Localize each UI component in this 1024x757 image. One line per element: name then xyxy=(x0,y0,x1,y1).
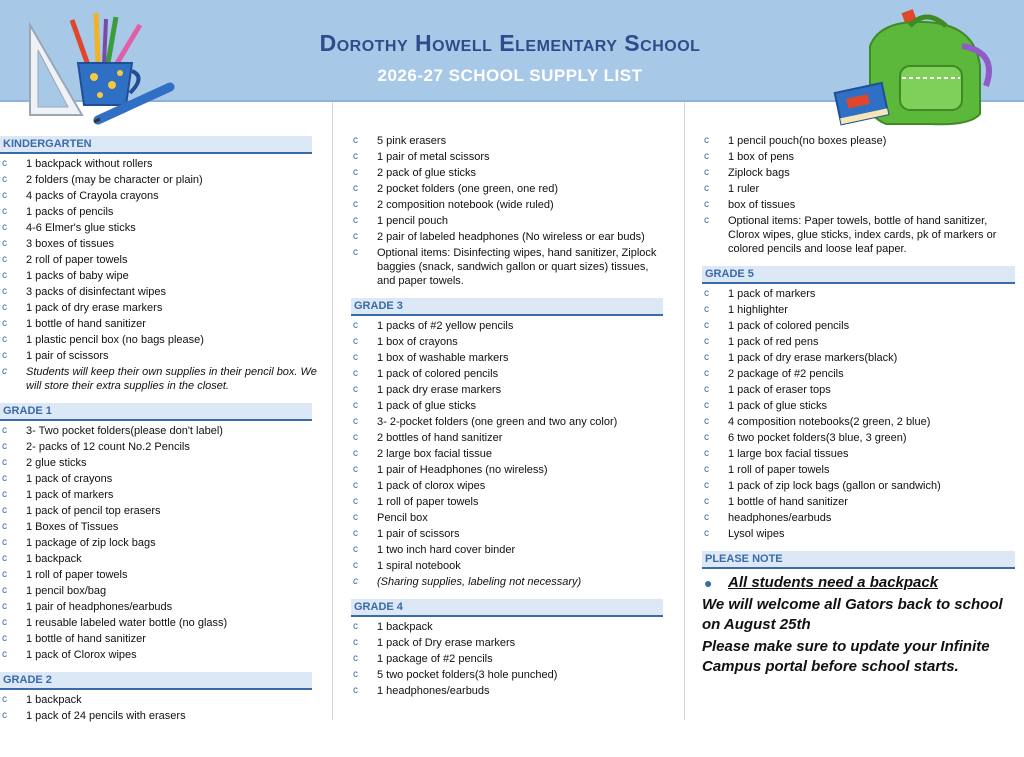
bullet-dot-icon: ● xyxy=(704,575,713,591)
list-item-text: 1 pencil pouch xyxy=(377,215,448,227)
list-item-text: 1 reusable labeled water bottle (no glass) xyxy=(26,617,228,629)
list-item xyxy=(702,495,1020,509)
list-item-text: 1 two inch hard cover binder xyxy=(377,544,516,556)
list-item xyxy=(702,479,1020,493)
column-2 xyxy=(351,132,663,700)
list-item xyxy=(0,472,322,486)
list-item xyxy=(702,511,1020,525)
list-item-text: 1 pencil pouch(no boxes please) xyxy=(728,135,887,147)
list-item xyxy=(351,543,663,557)
list-item-text: 1 pack of Clorox wipes xyxy=(26,649,137,661)
list-item xyxy=(351,367,663,381)
list-item xyxy=(0,189,322,203)
list-item-text: Ziplock bags xyxy=(728,167,790,179)
bullet-icon: c xyxy=(353,480,358,491)
bullet-icon: c xyxy=(353,352,358,363)
bullet-icon: c xyxy=(2,158,7,169)
backpack-reminder xyxy=(702,573,1020,593)
list-item xyxy=(0,237,322,251)
list-item-text: 3- 2-pocket folders (one green and two any color) xyxy=(377,416,618,428)
backpack-icon xyxy=(830,6,1000,131)
list-item-text: 2 glue sticks xyxy=(26,457,87,469)
list-item-text: 1 backpack xyxy=(377,621,433,633)
list-item-text: 1 Boxes of Tissues xyxy=(26,521,119,533)
bullet-icon: c xyxy=(704,320,709,331)
list-item xyxy=(0,301,322,315)
bullet-icon: c xyxy=(2,238,7,249)
list-item-text: 1 bottle of hand sanitizer xyxy=(26,633,146,645)
section-grade-2-continued xyxy=(351,134,663,288)
bullet-icon: c xyxy=(2,505,7,516)
section-grade-3 xyxy=(351,298,663,589)
bullet-icon: c xyxy=(353,167,358,178)
bullet-icon: c xyxy=(704,135,709,146)
list-item-text: 1 pack of glue sticks xyxy=(377,400,477,412)
list-item xyxy=(351,150,663,164)
bullet-icon: c xyxy=(353,135,358,146)
supply-list xyxy=(702,134,1020,256)
list-item xyxy=(0,269,322,283)
list-item-text: 1 pack of red pens xyxy=(728,336,819,348)
bullet-icon: c xyxy=(2,270,7,281)
list-item xyxy=(702,335,1020,349)
bullet-icon: c xyxy=(704,512,709,523)
supply-list xyxy=(702,287,1020,541)
list-item xyxy=(351,479,663,493)
list-item-text: 1 pack dry erase markers xyxy=(377,384,502,396)
list-item xyxy=(0,365,322,393)
list-item-text: 1 pack of glue sticks xyxy=(728,400,828,412)
list-item xyxy=(0,600,322,614)
list-item-text: 1 box of washable markers xyxy=(377,352,509,364)
list-item xyxy=(702,166,1020,180)
column-divider xyxy=(332,102,333,720)
list-item xyxy=(0,456,322,470)
list-item xyxy=(351,415,663,429)
bullet-icon: c xyxy=(353,653,358,664)
list-item xyxy=(0,253,322,267)
list-item-text: 1 box of crayons xyxy=(377,336,458,348)
list-item xyxy=(0,584,322,598)
list-item xyxy=(351,668,663,682)
bullet-icon: c xyxy=(353,432,358,443)
list-item xyxy=(0,552,322,566)
list-item-text: Pencil box xyxy=(377,512,428,524)
list-item-text: 1 backpack without rollers xyxy=(26,158,153,170)
list-item-text: Students will keep their own supplies in their pencil box. We will store their extra supplies in the closet. xyxy=(26,366,317,392)
list-item-text: 1 pencil box/bag xyxy=(26,585,107,597)
section-heading: GRADE 4 xyxy=(351,599,663,617)
bullet-icon: c xyxy=(353,336,358,347)
list-item xyxy=(0,488,322,502)
list-item xyxy=(351,198,663,212)
list-item xyxy=(351,495,663,509)
bullet-icon: c xyxy=(353,496,358,507)
list-item xyxy=(702,134,1020,148)
list-item-text: 6 two pocket folders(3 blue, 3 green) xyxy=(728,432,907,444)
section-grade-4 xyxy=(351,599,663,698)
bullet-icon: c xyxy=(353,685,358,696)
list-item xyxy=(351,335,663,349)
infinite-campus-note: Please make sure to update your Infinite Campus portal before school starts. xyxy=(702,638,990,675)
list-item xyxy=(0,616,322,630)
list-item xyxy=(351,652,663,666)
list-item xyxy=(0,157,322,171)
supply-list-subtitle: 2026-27 SCHOOL SUPPLY LIST xyxy=(377,66,643,85)
bullet-icon: c xyxy=(353,183,358,194)
list-item xyxy=(351,447,663,461)
bullet-icon: c xyxy=(704,464,709,475)
section-heading: GRADE 2 xyxy=(0,672,312,690)
bullet-icon: c xyxy=(704,352,709,363)
bullet-icon: c xyxy=(2,334,7,345)
bullet-icon: c xyxy=(704,215,709,226)
bullet-icon: c xyxy=(704,400,709,411)
list-item-text: 1 pack of dry erase markers(black) xyxy=(728,352,898,364)
bullet-icon: c xyxy=(704,304,709,315)
list-item-text: 1 pack of clorox wipes xyxy=(377,480,486,492)
section-heading: KINDERGARTEN xyxy=(0,136,312,154)
list-item xyxy=(702,415,1020,429)
list-item xyxy=(351,134,663,148)
list-item xyxy=(351,684,663,698)
section-please-note xyxy=(702,551,1020,677)
list-item xyxy=(351,230,663,244)
bullet-icon: c xyxy=(2,585,7,596)
list-item-text: Optional items: Disinfecting wipes, hand sanitizer, Ziplock baggies (snack, sandwich gallon or quart sizes) tissues, and paper towels. xyxy=(377,247,657,287)
section-heading: PLEASE NOTE xyxy=(702,551,1015,569)
section-grade-4-continued xyxy=(702,134,1020,256)
list-item xyxy=(351,527,663,541)
bullet-icon: c xyxy=(353,448,358,459)
list-item-text: 3 packs of disinfectant wipes xyxy=(26,286,167,298)
list-item xyxy=(351,246,663,288)
list-item-text: 2 folders (may be character or plain) xyxy=(26,174,203,186)
list-item-text: (Sharing supplies, labeling not necessary) xyxy=(377,576,582,588)
bullet-icon: c xyxy=(2,617,7,628)
bullet-icon: c xyxy=(704,199,709,210)
supply-list xyxy=(0,424,322,662)
list-item xyxy=(702,198,1020,212)
list-item-text: 4-6 Elmer's glue sticks xyxy=(26,222,136,234)
list-item xyxy=(351,166,663,180)
list-item-text: 1 pack of markers xyxy=(26,489,114,501)
bullet-icon: c xyxy=(704,480,709,491)
list-item xyxy=(351,383,663,397)
list-item-text: 1 pack of dry erase markers xyxy=(26,302,163,314)
column-1 xyxy=(0,132,322,725)
list-item-text: 5 two pocket folders(3 hole punched) xyxy=(377,669,558,681)
bullet-icon: c xyxy=(704,288,709,299)
bullet-icon: c xyxy=(2,601,7,612)
list-item xyxy=(351,319,663,333)
list-item xyxy=(0,709,322,723)
bullet-icon: c xyxy=(353,384,358,395)
list-item-text: 1 pack of crayons xyxy=(26,473,113,485)
bullet-icon: c xyxy=(2,286,7,297)
list-item xyxy=(0,205,322,219)
bullet-icon: c xyxy=(353,320,358,331)
list-item xyxy=(702,182,1020,196)
bullet-icon: c xyxy=(2,350,7,361)
bullet-icon: c xyxy=(704,336,709,347)
bullet-icon: c xyxy=(353,544,358,555)
list-item xyxy=(0,440,322,454)
section-heading: GRADE 5 xyxy=(702,266,1015,284)
list-item xyxy=(0,317,322,331)
list-item-text: 1 packs of baby wipe xyxy=(26,270,129,282)
bullet-icon: c xyxy=(353,560,358,571)
list-item-text: 1 packs of pencils xyxy=(26,206,114,218)
list-item xyxy=(351,620,663,634)
bullet-icon: c xyxy=(2,441,7,452)
list-item xyxy=(702,399,1020,413)
list-item xyxy=(351,463,663,477)
supply-list xyxy=(0,693,322,723)
section-heading: GRADE 3 xyxy=(351,298,663,316)
supply-list xyxy=(351,134,663,288)
list-item xyxy=(0,504,322,518)
bullet-icon: c xyxy=(2,537,7,548)
bullet-icon: c xyxy=(2,521,7,532)
bullet-icon: c xyxy=(2,254,7,265)
list-item-text: 1 ruler xyxy=(728,183,760,195)
list-item-text: 3- Two pocket folders(please don't label) xyxy=(26,425,223,437)
list-item-text: 1 box of pens xyxy=(728,151,795,163)
list-item xyxy=(702,383,1020,397)
list-item-text: 1 pack of markers xyxy=(728,288,816,300)
bullet-icon: c xyxy=(353,416,358,427)
list-item-text: 1 roll of paper towels xyxy=(26,569,128,581)
list-item xyxy=(702,447,1020,461)
welcome-note: We will welcome all Gators back to school on August 25th xyxy=(702,596,1003,633)
bullet-icon: c xyxy=(704,183,709,194)
list-item xyxy=(0,285,322,299)
list-item xyxy=(702,527,1020,541)
bullet-icon: c xyxy=(2,710,7,721)
list-item-text: 1 pack of zip lock bags (gallon or sandwich) xyxy=(728,480,941,492)
section-heading: GRADE 1 xyxy=(0,403,312,421)
list-item xyxy=(0,221,322,235)
bullet-icon: c xyxy=(2,649,7,660)
bullet-icon: c xyxy=(353,669,358,680)
section-grade-5 xyxy=(702,266,1020,541)
list-item-text: 2 composition notebook (wide ruled) xyxy=(377,199,554,211)
list-item-text: 1 large box facial tissues xyxy=(728,448,849,460)
list-item-text: 1 bottle of hand sanitizer xyxy=(728,496,848,508)
bullet-icon: c xyxy=(2,553,7,564)
list-item-text: 1 backpack xyxy=(26,694,82,706)
list-item xyxy=(702,431,1020,445)
bullet-icon: c xyxy=(704,496,709,507)
list-item xyxy=(351,214,663,228)
bullet-icon: c xyxy=(2,222,7,233)
list-item xyxy=(702,303,1020,317)
column-divider xyxy=(684,102,685,720)
list-item-text: 1 highlighter xyxy=(728,304,788,316)
list-item-text: 2 bottles of hand sanitizer xyxy=(377,432,503,444)
list-item-text: Lysol wipes xyxy=(728,528,785,540)
bullet-icon: c xyxy=(353,576,358,587)
list-item-text: 1 pair of scissors xyxy=(377,528,460,540)
column-3 xyxy=(702,132,1020,677)
list-item xyxy=(702,463,1020,477)
list-item-text: 4 composition notebooks(2 green, 2 blue) xyxy=(728,416,931,428)
list-item-text: 1 package of #2 pencils xyxy=(377,653,493,665)
list-item-text: 1 package of zip lock bags xyxy=(26,537,156,549)
list-item-text: 1 pair of metal scissors xyxy=(377,151,490,163)
list-item xyxy=(351,511,663,525)
bullet-icon: c xyxy=(353,621,358,632)
bullet-icon: c xyxy=(353,368,358,379)
bullet-icon: c xyxy=(704,167,709,178)
list-item-text: 2 large box facial tissue xyxy=(377,448,492,460)
bullet-icon: c xyxy=(353,151,358,162)
bullet-icon: c xyxy=(2,302,7,313)
list-item-text: 2 package of #2 pencils xyxy=(728,368,844,380)
backpack-reminder-text: All students need a backpack xyxy=(728,574,939,591)
list-item-text: 1 headphones/earbuds xyxy=(377,685,490,697)
list-item xyxy=(351,575,663,589)
list-item xyxy=(702,150,1020,164)
bullet-icon: c xyxy=(704,448,709,459)
list-item-text: 1 plastic pencil box (no bags please) xyxy=(26,334,204,346)
list-item-text: 1 pack of pencil top erasers xyxy=(26,505,161,517)
list-item xyxy=(702,287,1020,301)
list-item-text: 1 packs of #2 yellow pencils xyxy=(377,320,514,332)
bullet-icon: c xyxy=(704,432,709,443)
list-item-text: 1 pack of 24 pencils with erasers xyxy=(26,710,186,722)
list-item xyxy=(702,214,1020,256)
bullet-icon: c xyxy=(2,473,7,484)
bullet-icon: c xyxy=(353,528,358,539)
list-item-text: box of tissues xyxy=(728,199,796,211)
bullet-icon: c xyxy=(704,528,709,539)
list-item-text: 1 pack of colored pencils xyxy=(377,368,499,380)
list-item xyxy=(0,648,322,662)
bullet-icon: c xyxy=(2,633,7,644)
list-item xyxy=(351,431,663,445)
list-item-text: headphones/earbuds xyxy=(728,512,832,524)
bullet-icon: c xyxy=(353,400,358,411)
bullet-icon: c xyxy=(2,366,7,377)
list-item xyxy=(0,333,322,347)
list-item-text: 1 pack of colored pencils xyxy=(728,320,850,332)
list-item xyxy=(702,367,1020,381)
bullet-icon: c xyxy=(353,637,358,648)
bullet-icon: c xyxy=(2,190,7,201)
list-item-text: 2 pocket folders (one green, one red) xyxy=(377,183,559,195)
bullet-icon: c xyxy=(2,569,7,580)
list-item-text: 1 roll of paper towels xyxy=(728,464,830,476)
bullet-icon: c xyxy=(704,151,709,162)
bullet-icon: c xyxy=(353,512,358,523)
list-item xyxy=(702,351,1020,365)
bullet-icon: c xyxy=(2,457,7,468)
list-item xyxy=(351,351,663,365)
bullet-icon: c xyxy=(704,416,709,427)
bullet-icon: c xyxy=(704,384,709,395)
section-kindergarten xyxy=(0,136,322,393)
supply-list xyxy=(351,319,663,589)
list-item xyxy=(351,559,663,573)
list-item xyxy=(702,319,1020,333)
list-item-text: 2 pack of glue sticks xyxy=(377,167,477,179)
list-item-text: 1 backpack xyxy=(26,553,82,565)
supply-list xyxy=(0,157,322,393)
list-item-text: 2 pair of labeled headphones (No wireless or ear buds) xyxy=(377,231,645,243)
list-item xyxy=(0,568,322,582)
list-item-text: 2 roll of paper towels xyxy=(26,254,128,266)
list-item-text: 3 boxes of tissues xyxy=(26,238,115,250)
bullet-icon: c xyxy=(353,199,358,210)
list-item xyxy=(0,632,322,646)
list-item xyxy=(351,636,663,650)
section-grade-2 xyxy=(0,672,322,723)
bullet-icon: c xyxy=(2,489,7,500)
list-item-text: 1 bottle of hand sanitizer xyxy=(26,318,146,330)
list-item-text: 1 spiral notebook xyxy=(377,560,461,572)
school-title: Dorothy Howell Elementary School xyxy=(319,30,701,56)
list-item xyxy=(0,536,322,550)
list-item xyxy=(0,173,322,187)
list-item xyxy=(0,349,322,363)
list-item-text: 1 roll of paper towels xyxy=(377,496,479,508)
list-item xyxy=(351,399,663,413)
list-item-text: 1 pair of headphones/earbuds xyxy=(26,601,173,613)
bullet-icon: c xyxy=(2,174,7,185)
bullet-icon: c xyxy=(353,215,358,226)
list-item-text: 1 pack of eraser tops xyxy=(728,384,831,396)
list-item xyxy=(0,520,322,534)
list-item-text: 5 pink erasers xyxy=(377,135,447,147)
list-item-text: 2- packs of 12 count No.2 Pencils xyxy=(26,441,190,453)
bullet-icon: c xyxy=(2,318,7,329)
bullet-icon: c xyxy=(704,368,709,379)
bullet-icon: c xyxy=(353,464,358,475)
list-item xyxy=(0,693,322,707)
list-item-text: 4 packs of Crayola crayons xyxy=(26,190,159,202)
list-item-text: 1 pair of scissors xyxy=(26,350,109,362)
bullet-icon: c xyxy=(2,206,7,217)
list-item-text: 1 pack of Dry erase markers xyxy=(377,637,516,649)
bullet-icon: c xyxy=(2,425,7,436)
bullet-icon: c xyxy=(2,694,7,705)
section-grade-1 xyxy=(0,403,322,662)
list-item-text: 1 pair of Headphones (no wireless) xyxy=(377,464,548,476)
list-item-text: Optional items: Paper towels, bottle of hand sanitizer, Clorox wipes, glue sticks, index cards, pk of markers or colored pencils and loose leaf paper. xyxy=(728,215,997,255)
list-item xyxy=(0,424,322,438)
bullet-icon: c xyxy=(353,231,358,242)
supply-list xyxy=(351,620,663,698)
bullet-icon: c xyxy=(353,247,358,258)
pencil-cup-icon xyxy=(20,5,180,125)
list-item xyxy=(351,182,663,196)
